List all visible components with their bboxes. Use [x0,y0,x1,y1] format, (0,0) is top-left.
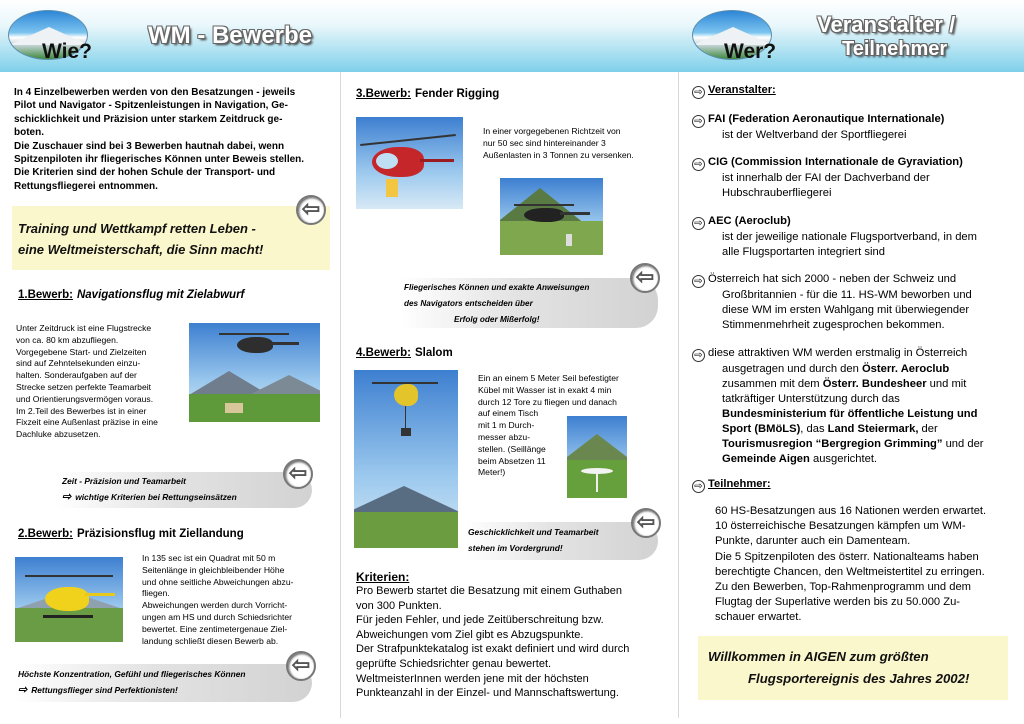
small-arrow-icon: ⇨ [692,217,705,230]
small-arrow-icon: ⇨ [62,491,72,503]
small-arrow-icon: ⇨ [692,86,705,99]
photo-helicopter-navigation [189,323,320,422]
back-arrow-icon[interactable]: ⇦ [296,195,326,225]
contest-2-title: 2.Bewerb: Präzisionsflug mit Ziellandung [18,528,244,540]
contest-3-callout-text: Fliegerisches Können und exakte Anweisungen des Navigators entscheiden über Erfolg oder Mißerfolg! [404,283,590,324]
header-title-left: WM - Bewerbe [148,22,313,49]
header-title-right-1: Veranstalter / [817,12,956,37]
photo-helicopter-slalom [354,370,458,548]
contest-3-text: In einer vorgegebenen Richtzeit von nur 50 sec sind hintereinander 3 Außenlasten in 3 Tonnen zu versenken. [483,126,634,160]
participants-heading: ⇨ Teilnehmer: [692,477,771,493]
column-divider-2 [678,72,679,718]
contest-4-callout-text: Geschicklichkeit und Teamarbeit stehen im Vordergrund! [468,527,599,553]
photo-helicopter-rigging [500,178,603,255]
contest-4-title: 4.Bewerb: Slalom [356,347,453,359]
back-arrow-icon[interactable]: ⇦ [630,263,660,293]
photo-helicopter-red [356,117,463,209]
contest-1-title: 1.Bewerb: Navigationsflug mit Zielabwurf [18,289,245,301]
wm-entry: ⇨ diese attraktiven WM werden erstmalig in Österreich ausgetragen und durch den Österr. Aeroclub zusammen mit dem Österr. Bundesheer und mit tatkräftiger Unterstützung durch das Bundesministerium für öffentliche Leistung und Sport (BMöLS), das Land Steiermark, der Tourismusregion “Bergregion Grimming” und der Gemeinde Aigen ausgerichtet. [692,346,1018,467]
contest-3-title: 3.Bewerb: Fender Rigging [356,88,500,100]
photo-helicopter-landing [15,557,123,642]
header-title-right-2: Teilnehmer [842,38,948,60]
participants-text: 60 HS-Besatzungen aus 16 Nationen werden erwartet. 10 österreichische Besatzungen kämpfen um WM- Punkte, darunter auch ein Damenteam. Die 5 Spitzenpiloten des österr. Nationalteams haben berechtigte Chancen, den Weltmeistertitel zu erringen. Zu den Bewerben, Top-Rahmenprogramm und dem Flugtag der Superlative werden bis zu 50.000 Zu- schauer erwartet. [715,505,987,624]
small-arrow-icon: ⇨ [692,349,705,362]
logo-right-text: Wer? [724,40,777,63]
small-arrow-icon: ⇨ [692,480,705,493]
contest-2-text: In 135 sec ist ein Quadrat mit 50 m Seitenlänge in gleichbleibender Höhe und ohne seitliche Abweichungen abzu- fliegen. Abweichungen werden durch Vorricht- ungen am HS und durch Schiedsrichter bewertet. Eine zentimetergenaue Ziel- landung schließt diesen Bewerb ab. [142,553,294,646]
contest-4-text: Ein an einem 5 Meter Seil befestigter Kübel mit Wasser ist in exakt 4 min durch 12 Tore zu fliegen und danach auf einem Tisch mit 1 m Durch- messer abzu- stellen. (Seillänge beim Absetzen 11 Meter!) [478,373,619,478]
welcome-line-2: Flugsportereignis des Jahres 2002! [748,671,970,686]
welcome-line-1: Willkommen in AIGEN zum größten [708,649,929,664]
back-arrow-icon[interactable]: ⇦ [283,459,313,489]
back-arrow-icon[interactable]: ⇦ [631,508,661,538]
contest-1-callout-text: Zeit - Präzision und Teamarbeit ⇨ wichtige Kriterien bei Rettungseinsätzen [62,476,237,503]
contest-1-text: Unter Zeitdruck ist eine Flugstrecke von ca. 80 km abzufliegen. Vorgegebene Start- und Zielzeiten sind auf Zehntelsekunden einzu- halten. Sonderaufgaben auf der Strecke setzen perfekte Teamarbeit und Orientierungsvermögen voraus. Im 2.Teil des Bewerbes ist in einer Fixzeit eine Außenlast präzise in eine Dachluke abzusetzen. [16,323,158,440]
criteria-title: Kriterien: [356,570,410,584]
photo-slalom-target [567,416,627,498]
highlight-text: Training und Wettkampf retten Leben - eine Weltmeisterschaft, die Sinn macht! [18,221,264,257]
austria-entry: ⇨ Österreich hat sich 2000 - neben der Schweiz und Großbritannien - für die 11. HS-WM beworben und diese WM im ersten Wahlgang mit überwiegender Stimmenmehrheit zugesprochen bekommen. [692,272,1018,333]
small-arrow-icon: ⇨ [692,158,705,171]
logo-left-text: Wie? [42,40,92,63]
small-arrow-icon: ⇨ [18,684,28,696]
column-divider-1 [340,72,341,718]
aec-entry: ⇨ AEC (Aeroclub) ist der jeweilige nationale Flugsportverband, in dem alle Flugsportarten integriert sind [692,214,1018,260]
intro-text: In 4 Einzelbewerben werden von den Besatzungen - jeweils Pilot und Navigator - Spitzenleistungen in Navigation, Ge- schicklichkeit und Präzision unter starkem Zeitdruck ge- boten. Die Zuschauer sind bei 3 Bewerben hautnah dabei, wenn Spitzenpiloten ihr fliegerisches Können unter Beweis stellen. Die Kriterien sind der hohen Schule der Transport- und Rettungsfliegerei entnommen. [14,87,305,192]
cig-entry: ⇨ CIG (Commission Internationale de Gyraviation) ist innerhalb der FAI der Dachverband der Hubschrauberfliegerei [692,155,1018,201]
contest-2-callout-text: Höchste Konzentration, Gefühl und fliegerisches Können ⇨ Rettungsflieger sind Perfektionisten! [18,669,246,696]
fai-entry: ⇨ FAI (Federation Aeronautique Internationale) ist der Weltverband der Sportfliegerei [692,112,1018,143]
back-arrow-icon[interactable]: ⇦ [286,651,316,681]
small-arrow-icon: ⇨ [692,115,705,128]
small-arrow-icon: ⇨ [692,275,705,288]
organizer-heading: ⇨ Veranstalter: [692,83,776,99]
criteria-text: Pro Bewerb startet die Besatzung mit einem Guthaben von 300 Punkten. Für jeden Fehler, und jede Zeitüberschreitung bzw. Abweichungen vom Ziel gibt es Abzugspunkte. Der Strafpunktekatalog ist exakt definiert und wird durch geprüfte Schiedsrichter genau bewertet. WeltmeisterInnen werden jene mit der höchsten Punkteanzahl in der Einzel- und Mannschaftswertung. [356,585,630,700]
